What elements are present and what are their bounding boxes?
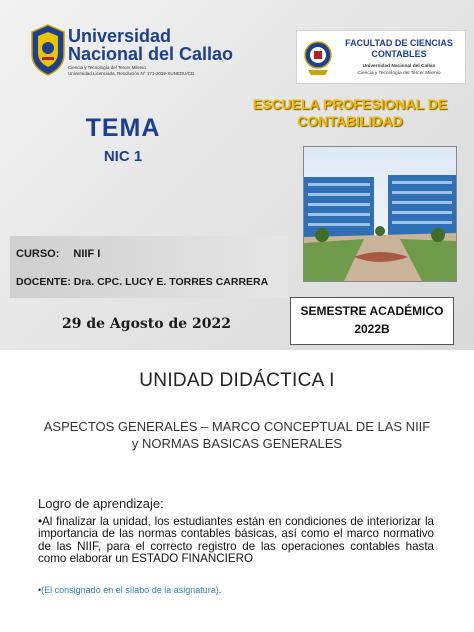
university-name-line1: Universidad: [68, 26, 172, 46]
unit-subtitle: ASPECTOS GENERALES – MARCO CONCEPTUAL DE LAS NIIF y NORMAS BASICAS GENERALES: [43, 419, 431, 451]
faculty-badge: [296, 30, 466, 84]
campus-photo: [303, 146, 457, 282]
semester-box: [290, 297, 454, 345]
faculty-crest-icon: [303, 37, 333, 77]
note-end: .: [218, 585, 222, 595]
syllabus-note: [38, 585, 221, 595]
course-label: CURSO:: [16, 248, 60, 260]
faculty-university: Universidad Nacional del Callao: [362, 64, 436, 69]
university-name-line2: Nacional del Callao: [68, 44, 234, 64]
note-text: (El consignado en el sílabo de la asignatura): [41, 585, 219, 595]
topic-heading: TEMA: [85, 114, 161, 142]
faculty-name-line1: FACULTAD DE CIENCIAS: [345, 38, 453, 48]
course-value: NIIF I: [73, 248, 101, 260]
unit-title: UNIDAD DIDÁCTICA I: [139, 370, 335, 391]
note-bullet: •: [38, 585, 42, 595]
semester-value: 2022B: [354, 322, 390, 336]
course-band: [10, 236, 288, 298]
faculty-tagline: Ciencia y Tecnología del Tercer Milenio: [357, 71, 441, 76]
faculty-name-line2: CONTABLES: [371, 49, 427, 59]
learning-goal-title: Logro de aprendizaje:: [38, 496, 164, 511]
university-license: Universidad Licenciada, Resolución N° 171-2019-SUNEDU/CD: [68, 71, 195, 76]
teacher-line: DOCENTE: Dra. CPC. LUCY E. TORRES CARRERA: [16, 276, 269, 288]
semester-label: SEMESTRE ACADÉMICO: [300, 304, 444, 318]
presentation-date: 29 de Agosto de 2022: [62, 316, 232, 332]
university-tagline: Ciencia y Tecnología del Tercer Milenio: [68, 65, 146, 70]
topic-name: NIC 1: [103, 148, 143, 165]
university-crest-icon: [30, 24, 66, 76]
learning-goal-text: •Al finalizar la unidad, los estudiantes están en condiciones de interiorizar la importancia de las normas contables básicas, así como el marco normativo de las NIIF, para el correcto registro de las operaciones contables hasta como elaborar un ESTADO FINANCIERO: [38, 515, 434, 566]
school-name: ESCUELA PROFESIONAL DE CONTABILIDAD: [252, 96, 448, 129]
course-line: [16, 248, 100, 260]
